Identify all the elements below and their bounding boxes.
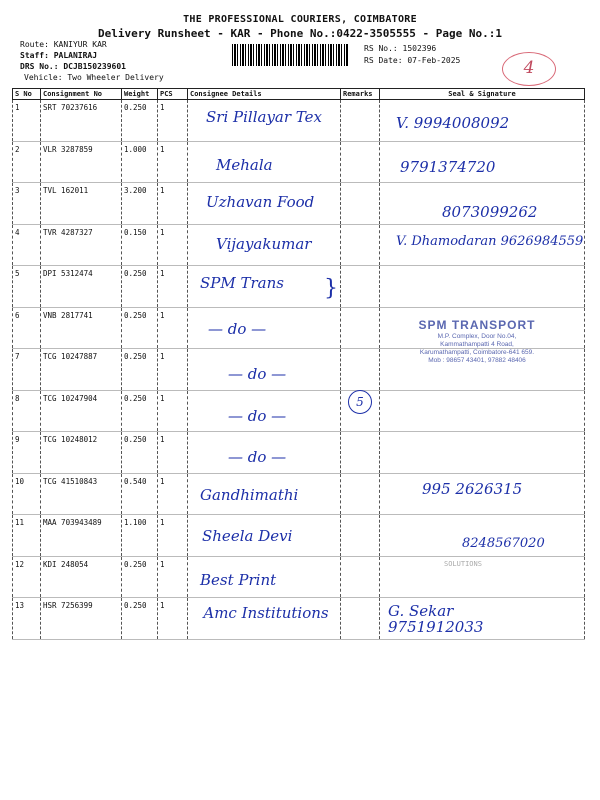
- cell-consignment: DPI 5312474: [41, 266, 122, 308]
- cell-consignment: HSR 7256399: [41, 598, 122, 640]
- vehicle-label: Vehicle: Two Wheeler Delivery: [24, 73, 164, 82]
- cell-consignment: SRT 70237616: [41, 100, 122, 142]
- cell-weight: 0.250: [122, 556, 158, 598]
- cell-pcs: 1: [158, 100, 188, 142]
- cell-signature: [380, 598, 585, 640]
- cell-pcs: 1: [158, 390, 188, 432]
- signature-handwriting: V. Dhamodaran 9626984559: [396, 233, 584, 249]
- consignee-handwriting: — do —: [228, 406, 287, 425]
- cell-consignment: VNB 2817741: [41, 307, 122, 349]
- col-consignee: Consignee Details: [188, 89, 341, 100]
- table-row: [13, 224, 585, 266]
- cell-consignment: TCG 41510843: [41, 473, 122, 515]
- cell-sno: 11: [13, 515, 41, 557]
- cell-weight: 0.250: [122, 349, 158, 391]
- cell-consignee: [188, 390, 341, 432]
- cell-sno: 10: [13, 473, 41, 515]
- cell-sno: 2: [13, 141, 41, 183]
- cell-sno: 13: [13, 598, 41, 640]
- cell-weight: 0.250: [122, 100, 158, 142]
- circled-5-mark: 5: [348, 390, 372, 414]
- cell-sno: 6: [13, 307, 41, 349]
- stamp-company-name: SPM TRANSPORT: [418, 318, 536, 332]
- cell-signature: [380, 224, 585, 266]
- table-row: [13, 100, 585, 142]
- cell-consignment: VLR 3287859: [41, 141, 122, 183]
- cell-consignee: [188, 473, 341, 515]
- cell-sno: 4: [13, 224, 41, 266]
- consignee-handwriting: — do —: [208, 319, 267, 338]
- cell-consignee: [188, 224, 341, 266]
- cell-weight: 0.250: [122, 266, 158, 308]
- route-label: Route: KANIYUR KAR: [20, 40, 107, 49]
- staff-label: Staff: PALANIRAJ: [20, 51, 98, 60]
- cell-remarks: [341, 515, 380, 557]
- signature-handwriting: G. Sekar 9751912033: [388, 602, 484, 636]
- cell-pcs: 1: [158, 224, 188, 266]
- cell-sno: 12: [13, 556, 41, 598]
- col-weight: Weight: [122, 89, 158, 100]
- consignee-handwriting: Best Print: [200, 570, 277, 589]
- cell-sno: 5: [13, 266, 41, 308]
- cell-remarks: [341, 141, 380, 183]
- cell-weight: 1.100: [122, 515, 158, 557]
- consignee-handwriting: Uzhavan Food: [206, 193, 315, 211]
- signature-handwriting: 9791374720: [400, 157, 496, 176]
- col-pcs: PCS: [158, 89, 188, 100]
- cell-signature: [380, 100, 585, 142]
- cell-consignment: TCG 10248012: [41, 432, 122, 474]
- barcode: [232, 44, 348, 66]
- consignee-handwriting: Mehala: [216, 155, 273, 174]
- rs-date: RS Date: 07-Feb-2025: [364, 56, 461, 65]
- cell-remarks: [341, 100, 380, 142]
- cell-weight: 0.250: [122, 432, 158, 474]
- cell-signature: [380, 556, 585, 598]
- consignee-handwriting: Sri Pillayar Tex: [206, 108, 322, 126]
- stamp-address-line: Karumathampatti, Coimbatore-641 659.: [419, 349, 535, 356]
- stamp-address-line: Kammathampatti 4 Road,: [440, 341, 514, 348]
- col-sno: S No: [13, 89, 41, 100]
- consignee-handwriting: Amc Institutions: [203, 604, 329, 622]
- table-row: [13, 183, 585, 225]
- cell-pcs: 1: [158, 141, 188, 183]
- cell-pcs: 1: [158, 515, 188, 557]
- cell-signature: [380, 515, 585, 557]
- cell-consignment: TVR 4287327: [41, 224, 122, 266]
- cell-consignee: [188, 141, 341, 183]
- spm-transport-stamp: [370, 318, 584, 438]
- faint-stamp-text: SOLUTIONS: [444, 560, 482, 568]
- cell-pcs: 1: [158, 556, 188, 598]
- brace-mark: }: [324, 276, 338, 301]
- cell-sno: 7: [13, 349, 41, 391]
- cell-remarks: [341, 473, 380, 515]
- cell-consignee: [188, 266, 341, 308]
- cell-consignee: [188, 307, 341, 349]
- cell-weight: 0.250: [122, 598, 158, 640]
- drs-label: DRS No.: DCJB150239601: [20, 62, 126, 71]
- cell-consignment: MAA 703943489: [41, 515, 122, 557]
- cell-pcs: 1: [158, 473, 188, 515]
- stamp-address-line: M.P. Complex, Door No.04,: [437, 333, 517, 340]
- cell-pcs: 1: [158, 183, 188, 225]
- cell-pcs: 1: [158, 598, 188, 640]
- signature-handwriting: 8248567020: [462, 536, 545, 551]
- cell-sno: 8: [13, 390, 41, 432]
- table-row: [13, 556, 585, 598]
- table-row: [13, 473, 585, 515]
- table-row: [13, 141, 585, 183]
- cell-consignee: [188, 432, 341, 474]
- table-header-row: [13, 89, 585, 100]
- cell-consignee: [188, 598, 341, 640]
- company-name: THE PROFESSIONAL COURIERS, COIMBATORE: [183, 14, 417, 25]
- signature-handwriting: 8073099262: [442, 203, 538, 221]
- consignee-handwriting: Sheela Devi: [202, 527, 293, 545]
- consignee-handwriting: — do —: [228, 448, 287, 466]
- rs-number: RS No.: 1502396: [364, 44, 437, 53]
- cell-remarks: [341, 183, 380, 225]
- table-row: [13, 266, 585, 308]
- consignee-handwriting: SPM Trans: [200, 274, 284, 292]
- cell-signature: [380, 141, 585, 183]
- consignee-handwriting: Vijayakumar: [216, 234, 312, 253]
- col-seal: Seal & Signature: [380, 89, 585, 100]
- consignee-handwriting: — do —: [228, 365, 287, 383]
- cell-sno: 1: [13, 100, 41, 142]
- stamp-address-line: Mob : 98657 43401, 97882 48406: [428, 357, 526, 364]
- cell-consignment: TVL 162011: [41, 183, 122, 225]
- cell-weight: 3.200: [122, 183, 158, 225]
- cell-sno: 9: [13, 432, 41, 474]
- cell-signature: [380, 473, 585, 515]
- cell-sno: 3: [13, 183, 41, 225]
- cell-consignee: [188, 349, 341, 391]
- cell-remarks: [341, 556, 380, 598]
- cell-pcs: 1: [158, 432, 188, 474]
- cell-remarks: [341, 266, 380, 308]
- col-consignment: Consignment No: [41, 89, 122, 100]
- page-mark-circle: 4: [502, 52, 556, 86]
- signature-handwriting: 995 2626315: [422, 479, 523, 498]
- signature-handwriting: V. 9994008092: [396, 114, 510, 132]
- runsheet-title: Delivery Runsheet - KAR - Phone No.:0422-3505555 - Page No.:1: [98, 27, 502, 40]
- cell-consignee: [188, 183, 341, 225]
- cell-signature: [380, 266, 585, 308]
- cell-remarks: [341, 224, 380, 266]
- cell-consignment: TCG 10247887: [41, 349, 122, 391]
- cell-pcs: 1: [158, 349, 188, 391]
- cell-pcs: 1: [158, 266, 188, 308]
- cell-weight: 0.250: [122, 390, 158, 432]
- cell-weight: 0.150: [122, 224, 158, 266]
- cell-consignment: TCG 10247904: [41, 390, 122, 432]
- cell-remarks: [341, 598, 380, 640]
- table-row: [13, 515, 585, 557]
- cell-consignee: [188, 515, 341, 557]
- col-remarks: Remarks: [341, 89, 380, 100]
- cell-consignee: [188, 100, 341, 142]
- cell-weight: 1.000: [122, 141, 158, 183]
- table-row: [13, 598, 585, 640]
- cell-signature: [380, 183, 585, 225]
- cell-consignee: [188, 556, 341, 598]
- cell-weight: 0.250: [122, 307, 158, 349]
- cell-consignment: KDI 248054: [41, 556, 122, 598]
- cell-pcs: 1: [158, 307, 188, 349]
- cell-weight: 0.540: [122, 473, 158, 515]
- consignee-handwriting: Gandhimathi: [200, 485, 299, 504]
